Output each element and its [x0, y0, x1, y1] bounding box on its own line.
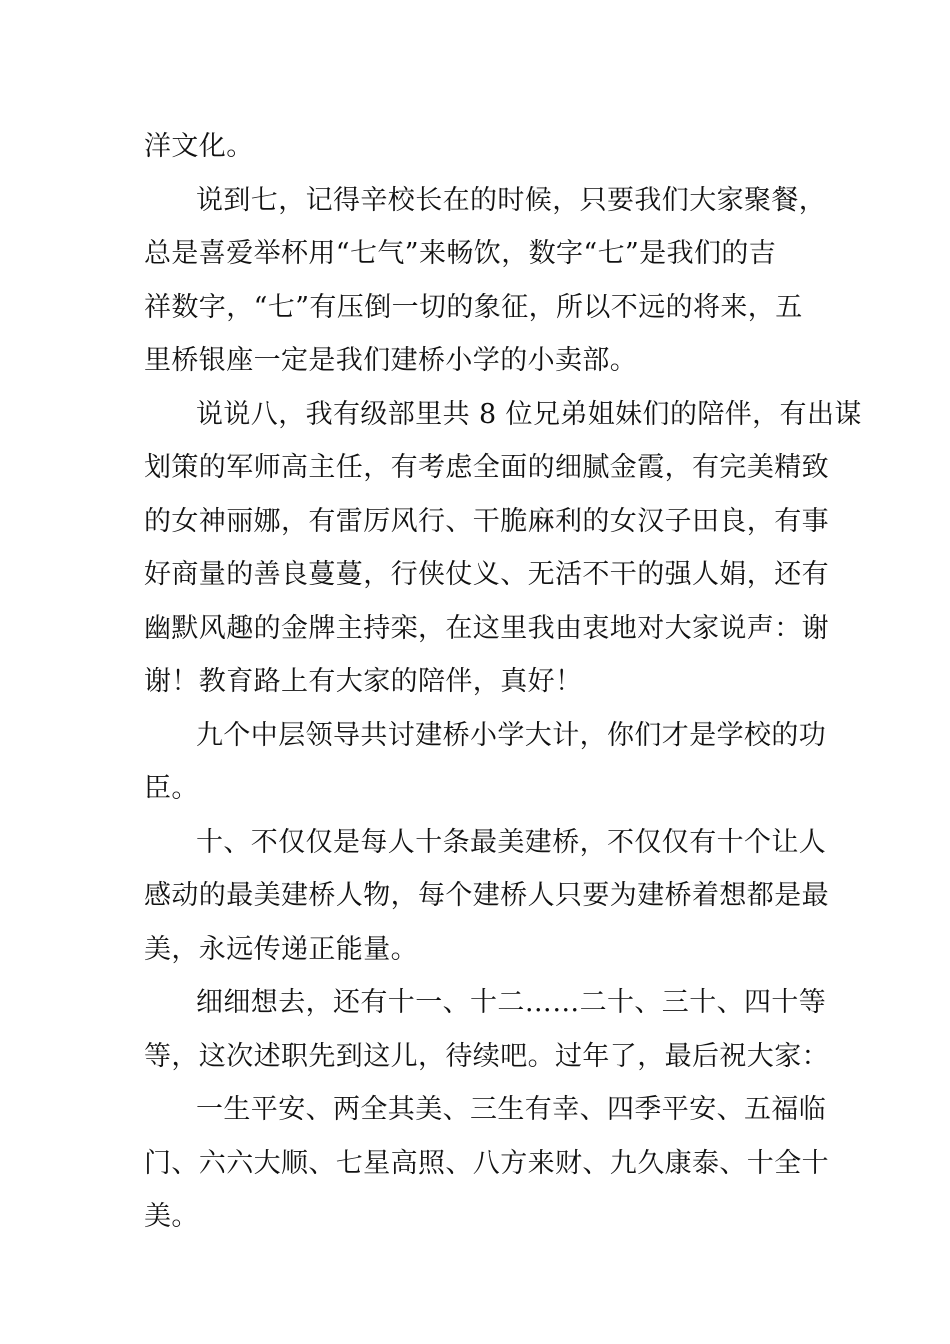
text-line: 里桥银座一定是我们建桥小学的小卖部。 — [144, 345, 638, 376]
text-line: 美。 — [144, 1201, 199, 1232]
text-line: 划策的军师高主任，有考虑全面的细腻金霞，有完美精致 — [144, 452, 829, 483]
text-line: 谢！教育路上有大家的陪伴，真好！ — [144, 666, 583, 697]
paragraph-first-line: 说说八，我有级部里共 8 位兄弟姐妹们的陪伴，有出谋 — [196, 399, 862, 430]
paragraph-first-line: 十、不仅仅是每人十条最美建桥，不仅仅有十个让人 — [196, 827, 827, 858]
paragraph-first-line: 细细想去，还有十一、十二……二十、三十、四十等 — [196, 987, 827, 1018]
text-line: 等，这次述职先到这儿，待续吧。过年了，最后祝大家： — [144, 1041, 829, 1072]
text-line: 臣。 — [144, 773, 199, 804]
text-line: 祥数字，“七”有压倒一切的象征，所以不远的将来，五 — [144, 292, 803, 323]
text-line: 幽默风趣的金牌主持栾，在这里我由衷地对大家说声：谢 — [144, 613, 829, 644]
text-line: 美，永远传递正能量。 — [144, 934, 418, 965]
text-line: 总是喜爱举杯用“七气”来畅饮，数字“七”是我们的吉 — [144, 238, 777, 269]
text-line: 门、六六大顺、七星高照、八方来财、九久康泰、十全十 — [144, 1148, 829, 1179]
text-line: 感动的最美建桥人物，每个建桥人只要为建桥着想都是最 — [144, 880, 829, 911]
text-line: 洋文化。 — [144, 131, 254, 162]
text-line: 的女神丽娜，有雷厉风行、干脆麻利的女汉子田良，有事 — [144, 506, 829, 537]
text-line: 好商量的善良蔓蔓，行侠仗义、无活不干的强人娟，还有 — [144, 559, 829, 590]
paragraph-first-line: 一生平安、两全其美、三生有幸、四季平安、五福临 — [196, 1094, 827, 1125]
paragraph-first-line: 说到七，记得辛校长在的时候，只要我们大家聚餐， — [196, 185, 827, 216]
paragraph-first-line: 九个中层领导共讨建桥小学大计，你们才是学校的功 — [196, 720, 827, 751]
